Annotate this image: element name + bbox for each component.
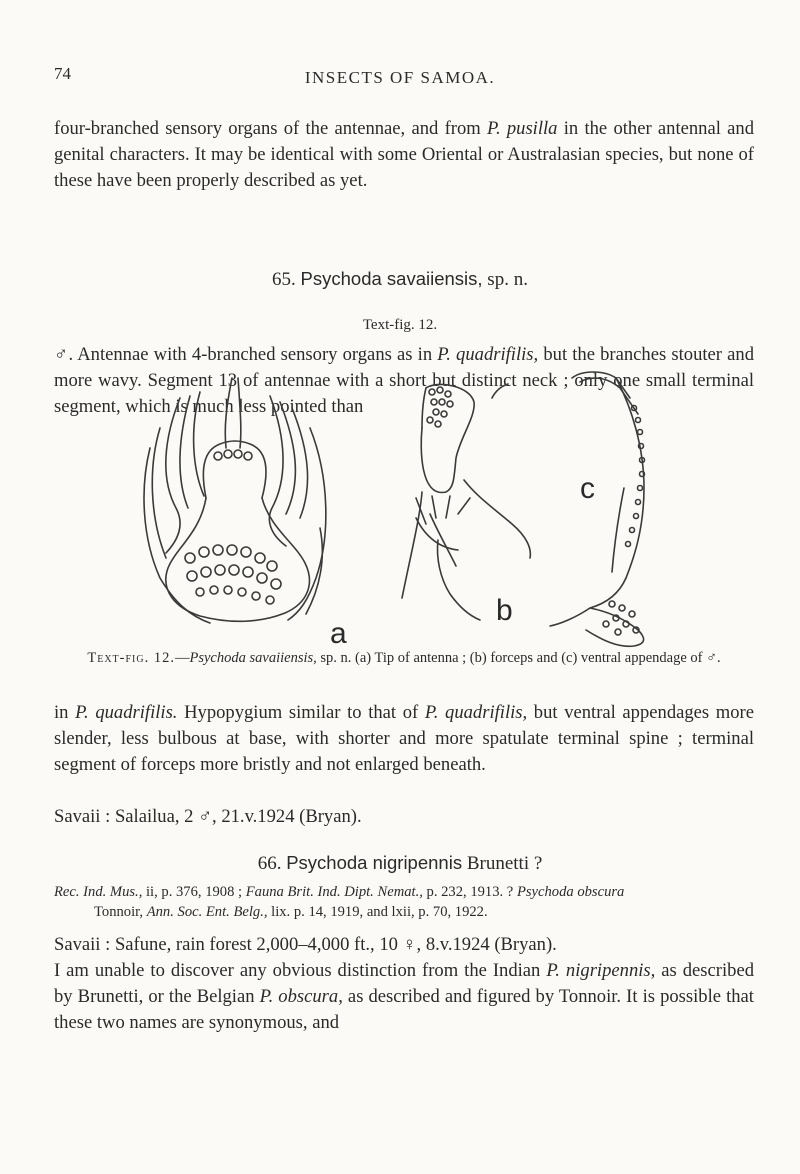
figure-label-c: c [580,472,595,505]
description-continued: in P. quadrifilis. Hypopygium similar to that of P. quadrifilis, but ventral appendages more slender, less bulbous at base, with shorter and more spatulate terminal spine ; terminal segment of forceps more bristly and not enlarged beneath. [54,702,754,775]
figure-label-b: b [496,594,513,627]
section-66-heading: 66. Psychoda nigripennis Brunetti ? [257,852,543,874]
ventral-appendage-drawing [550,372,645,646]
page-number: 74 [54,64,71,83]
figure-drawing [120,368,680,648]
species-name-66: Psychoda nigripennis [286,852,463,873]
collection-record-66: Savaii : Safune, rain forest 2,000–4,000 ft., 10 ♀, 8.v.1924 (Bryan). [54,934,557,955]
figure-label-a: a [330,617,347,648]
antenna-tip-drawing [144,378,326,623]
collection-record-65: Savaii : Salailua, 2 ♂, 21.v.1924 (Bryan). [54,806,362,827]
species-name: Psychoda savaiiensis, [300,268,483,289]
intro-paragraph: four-branched sensory organs of the antennae, and from P. pusilla in the other antennal and genital characters. It may be identical with some Oriental or Australasian species, but none of these have been properly described as yet. [54,118,755,191]
figure-caption: Text-fig. 12.—Psychoda savaiiensis, sp. n. (a) Tip of antenna ; (b) forceps and (c) ventral appendage of ♂. [87,650,721,666]
text-figure-12 [120,368,680,648]
figure-reference: Text-fig. 12. [362,317,438,333]
discussion-paragraph: I am unable to discover any obvious distinction from the Indian P. nigripennis, as described by Brunetti, or the Belgian P. obscura, as described and figured by Tonnoir. It is possible that these two names are synonymous, and [54,960,754,1033]
synonymy-references: Rec. Ind. Mus., ii, p. 376, 1908 ; Fauna Brit. Ind. Dipt. Nemat., p. 232, 1913. ? Psychoda obscura Tonnoir, Ann. Soc. Ent. Belg., lix. p. 14, 1919, and lxii, p. 70, 1922. [54,884,625,920]
forceps-drawing [402,384,530,620]
running-title: INSECTS OF SAMOA. [304,68,496,87]
section-65-heading: 65. Psychoda savaiiensis, sp. n. [272,268,528,290]
description-paragraph: ♂. Antennae with 4-branched sensory organs as in P. quadrifilis, but the branches stouter and more wavy. Segment 13 of antennae with a short but distinct neck ; only one small terminal segment, which is much less pointed than [54,344,754,417]
